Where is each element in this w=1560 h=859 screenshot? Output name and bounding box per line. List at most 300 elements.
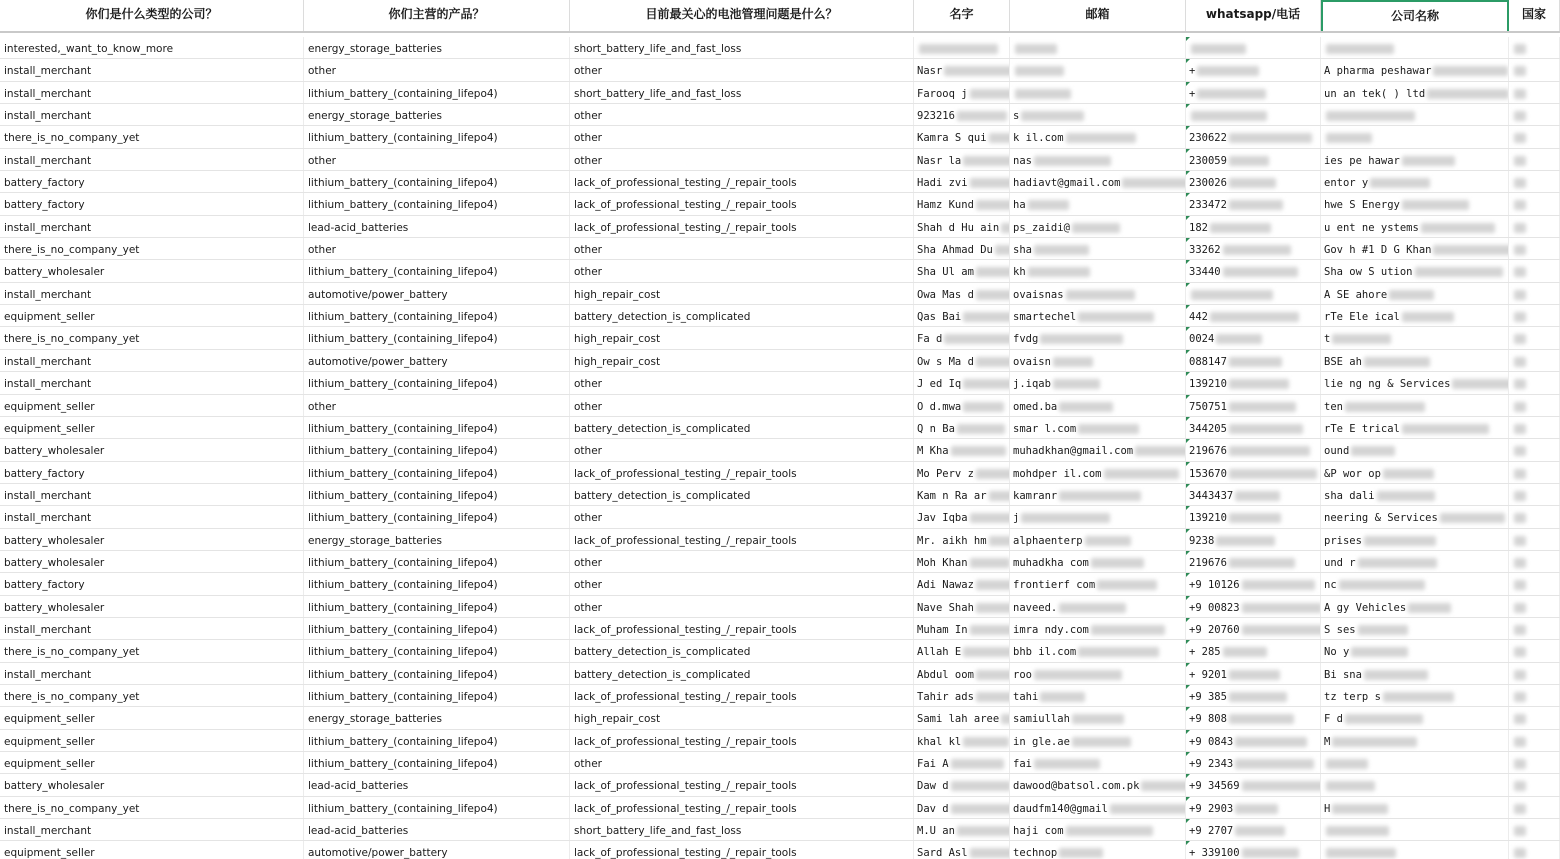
header-email[interactable]: 邮箱: [1010, 0, 1186, 31]
cell-company-name[interactable]: [1321, 82, 1509, 103]
cell-company-type[interactable]: [0, 797, 304, 818]
cell-company-name[interactable]: [1321, 774, 1509, 795]
cell-phone[interactable]: [1186, 439, 1321, 460]
cell-company-name[interactable]: [1321, 149, 1509, 170]
cell-battery-concern[interactable]: [570, 663, 914, 684]
cell-company-type[interactable]: [0, 506, 304, 527]
cell-email[interactable]: [1010, 596, 1186, 617]
cell-company-type[interactable]: [0, 417, 304, 438]
cell-battery-concern[interactable]: [570, 171, 914, 192]
cell-company-type[interactable]: [0, 82, 304, 103]
cell-company-name[interactable]: [1321, 573, 1509, 594]
cell-company-type[interactable]: [0, 260, 304, 281]
cell-country[interactable]: [1509, 551, 1560, 572]
cell-battery-concern[interactable]: [570, 752, 914, 773]
cell-phone[interactable]: [1186, 104, 1321, 125]
cell-phone[interactable]: [1186, 596, 1321, 617]
cell-phone[interactable]: [1186, 260, 1321, 281]
cell-name[interactable]: [914, 283, 1010, 304]
cell-phone[interactable]: [1186, 350, 1321, 371]
cell-company-type[interactable]: [0, 171, 304, 192]
cell-main-product[interactable]: [304, 59, 570, 80]
header-main-product[interactable]: 你们主营的产品？: [304, 0, 570, 31]
cell-battery-concern[interactable]: [570, 529, 914, 550]
cell-company-name[interactable]: [1321, 529, 1509, 550]
cell-main-product[interactable]: [304, 327, 570, 348]
cell-company-type[interactable]: [0, 37, 304, 58]
cell-company-name[interactable]: [1321, 193, 1509, 214]
cell-phone[interactable]: [1186, 640, 1321, 661]
cell-company-name[interactable]: [1321, 707, 1509, 728]
cell-country[interactable]: [1509, 238, 1560, 259]
cell-battery-concern[interactable]: [570, 327, 914, 348]
cell-email[interactable]: [1010, 551, 1186, 572]
cell-company-name[interactable]: [1321, 752, 1509, 773]
cell-email[interactable]: [1010, 350, 1186, 371]
cell-country[interactable]: [1509, 216, 1560, 237]
cell-main-product[interactable]: [304, 238, 570, 259]
cell-company-name[interactable]: [1321, 819, 1509, 840]
cell-email[interactable]: [1010, 193, 1186, 214]
cell-country[interactable]: [1509, 730, 1560, 751]
cell-phone[interactable]: [1186, 730, 1321, 751]
cell-main-product[interactable]: [304, 819, 570, 840]
cell-main-product[interactable]: [304, 417, 570, 438]
cell-main-product[interactable]: [304, 685, 570, 706]
cell-email[interactable]: [1010, 730, 1186, 751]
cell-country[interactable]: [1509, 149, 1560, 170]
cell-phone[interactable]: [1186, 752, 1321, 773]
cell-company-name[interactable]: [1321, 260, 1509, 281]
header-country[interactable]: 国家: [1509, 0, 1560, 31]
cell-main-product[interactable]: [304, 663, 570, 684]
cell-main-product[interactable]: [304, 484, 570, 505]
cell-main-product[interactable]: [304, 640, 570, 661]
cell-name[interactable]: [914, 573, 1010, 594]
cell-company-type[interactable]: [0, 707, 304, 728]
cell-name[interactable]: [914, 104, 1010, 125]
cell-battery-concern[interactable]: [570, 506, 914, 527]
cell-email[interactable]: [1010, 618, 1186, 639]
cell-email[interactable]: [1010, 640, 1186, 661]
cell-company-type[interactable]: [0, 462, 304, 483]
cell-company-type[interactable]: [0, 193, 304, 214]
cell-main-product[interactable]: [304, 104, 570, 125]
cell-name[interactable]: [914, 238, 1010, 259]
cell-phone[interactable]: [1186, 417, 1321, 438]
cell-company-name[interactable]: [1321, 841, 1509, 859]
cell-company-type[interactable]: [0, 305, 304, 326]
cell-company-type[interactable]: [0, 238, 304, 259]
cell-country[interactable]: [1509, 417, 1560, 438]
cell-name[interactable]: [914, 685, 1010, 706]
cell-main-product[interactable]: [304, 841, 570, 859]
cell-main-product[interactable]: [304, 730, 570, 751]
cell-battery-concern[interactable]: [570, 126, 914, 147]
cell-phone[interactable]: [1186, 37, 1321, 58]
cell-name[interactable]: [914, 551, 1010, 572]
cell-name[interactable]: [914, 752, 1010, 773]
cell-main-product[interactable]: [304, 618, 570, 639]
cell-country[interactable]: [1509, 819, 1560, 840]
cell-company-name[interactable]: [1321, 506, 1509, 527]
cell-main-product[interactable]: [304, 149, 570, 170]
cell-company-name[interactable]: [1321, 596, 1509, 617]
cell-country[interactable]: [1509, 37, 1560, 58]
cell-phone[interactable]: [1186, 149, 1321, 170]
cell-company-name[interactable]: [1321, 305, 1509, 326]
cell-email[interactable]: [1010, 529, 1186, 550]
cell-company-type[interactable]: [0, 551, 304, 572]
cell-company-type[interactable]: [0, 819, 304, 840]
cell-phone[interactable]: [1186, 551, 1321, 572]
cell-country[interactable]: [1509, 327, 1560, 348]
cell-company-name[interactable]: [1321, 484, 1509, 505]
cell-company-type[interactable]: [0, 395, 304, 416]
cell-main-product[interactable]: [304, 82, 570, 103]
cell-battery-concern[interactable]: [570, 283, 914, 304]
cell-company-name[interactable]: [1321, 640, 1509, 661]
cell-email[interactable]: [1010, 462, 1186, 483]
cell-main-product[interactable]: [304, 395, 570, 416]
cell-country[interactable]: [1509, 171, 1560, 192]
cell-email[interactable]: [1010, 372, 1186, 393]
cell-company-name[interactable]: [1321, 216, 1509, 237]
cell-email[interactable]: [1010, 327, 1186, 348]
cell-name[interactable]: [914, 797, 1010, 818]
cell-country[interactable]: [1509, 685, 1560, 706]
cell-battery-concern[interactable]: [570, 439, 914, 460]
cell-email[interactable]: [1010, 439, 1186, 460]
cell-email[interactable]: [1010, 573, 1186, 594]
cell-email[interactable]: [1010, 506, 1186, 527]
cell-main-product[interactable]: [304, 573, 570, 594]
cell-email[interactable]: [1010, 484, 1186, 505]
cell-company-name[interactable]: [1321, 797, 1509, 818]
cell-phone[interactable]: [1186, 774, 1321, 795]
cell-country[interactable]: [1509, 260, 1560, 281]
cell-email[interactable]: [1010, 395, 1186, 416]
cell-email[interactable]: [1010, 774, 1186, 795]
cell-company-type[interactable]: [0, 663, 304, 684]
cell-phone[interactable]: [1186, 171, 1321, 192]
cell-name[interactable]: [914, 596, 1010, 617]
cell-company-type[interactable]: [0, 685, 304, 706]
cell-email[interactable]: [1010, 238, 1186, 259]
cell-name[interactable]: [914, 484, 1010, 505]
cell-battery-concern[interactable]: [570, 462, 914, 483]
cell-country[interactable]: [1509, 529, 1560, 550]
cell-email[interactable]: [1010, 104, 1186, 125]
cell-company-type[interactable]: [0, 327, 304, 348]
cell-name[interactable]: [914, 618, 1010, 639]
cell-battery-concern[interactable]: [570, 819, 914, 840]
cell-company-type[interactable]: [0, 841, 304, 859]
cell-battery-concern[interactable]: [570, 774, 914, 795]
cell-phone[interactable]: [1186, 841, 1321, 859]
cell-phone[interactable]: [1186, 193, 1321, 214]
cell-name[interactable]: [914, 417, 1010, 438]
cell-country[interactable]: [1509, 752, 1560, 773]
cell-name[interactable]: [914, 774, 1010, 795]
cell-phone[interactable]: [1186, 82, 1321, 103]
cell-battery-concern[interactable]: [570, 149, 914, 170]
cell-battery-concern[interactable]: [570, 707, 914, 728]
cell-email[interactable]: [1010, 685, 1186, 706]
cell-company-type[interactable]: [0, 774, 304, 795]
cell-battery-concern[interactable]: [570, 260, 914, 281]
cell-company-type[interactable]: [0, 618, 304, 639]
cell-email[interactable]: [1010, 260, 1186, 281]
cell-battery-concern[interactable]: [570, 841, 914, 859]
cell-email[interactable]: [1010, 59, 1186, 80]
header-battery-concern[interactable]: 目前最关心的电池管理问题是什么？: [570, 0, 914, 31]
cell-email[interactable]: [1010, 283, 1186, 304]
cell-email[interactable]: [1010, 171, 1186, 192]
cell-company-type[interactable]: [0, 752, 304, 773]
cell-main-product[interactable]: [304, 193, 570, 214]
cell-country[interactable]: [1509, 640, 1560, 661]
cell-email[interactable]: [1010, 752, 1186, 773]
cell-name[interactable]: [914, 506, 1010, 527]
cell-company-type[interactable]: [0, 730, 304, 751]
cell-main-product[interactable]: [304, 283, 570, 304]
cell-main-product[interactable]: [304, 216, 570, 237]
cell-main-product[interactable]: [304, 462, 570, 483]
cell-email[interactable]: [1010, 216, 1186, 237]
header-whatsapp-phone[interactable]: whatsapp/电话: [1186, 0, 1321, 31]
cell-company-type[interactable]: [0, 350, 304, 371]
cell-battery-concern[interactable]: [570, 618, 914, 639]
cell-country[interactable]: [1509, 663, 1560, 684]
cell-main-product[interactable]: [304, 752, 570, 773]
cell-email[interactable]: [1010, 126, 1186, 147]
cell-country[interactable]: [1509, 193, 1560, 214]
header-company-type[interactable]: 你们是什么类型的公司？: [0, 0, 304, 31]
header-company-name[interactable]: 公司名称: [1321, 0, 1509, 31]
cell-phone[interactable]: [1186, 663, 1321, 684]
cell-company-name[interactable]: [1321, 350, 1509, 371]
cell-phone[interactable]: [1186, 573, 1321, 594]
cell-company-type[interactable]: [0, 283, 304, 304]
cell-country[interactable]: [1509, 573, 1560, 594]
cell-email[interactable]: [1010, 663, 1186, 684]
cell-name[interactable]: [914, 327, 1010, 348]
cell-country[interactable]: [1509, 283, 1560, 304]
cell-battery-concern[interactable]: [570, 484, 914, 505]
cell-country[interactable]: [1509, 707, 1560, 728]
cell-company-type[interactable]: [0, 529, 304, 550]
cell-country[interactable]: [1509, 462, 1560, 483]
cell-main-product[interactable]: [304, 529, 570, 550]
cell-company-type[interactable]: [0, 126, 304, 147]
cell-battery-concern[interactable]: [570, 238, 914, 259]
cell-company-name[interactable]: [1321, 372, 1509, 393]
cell-battery-concern[interactable]: [570, 216, 914, 237]
cell-name[interactable]: [914, 730, 1010, 751]
cell-email[interactable]: [1010, 305, 1186, 326]
cell-country[interactable]: [1509, 596, 1560, 617]
cell-country[interactable]: [1509, 59, 1560, 80]
cell-email[interactable]: [1010, 82, 1186, 103]
cell-main-product[interactable]: [304, 350, 570, 371]
cell-email[interactable]: [1010, 841, 1186, 859]
cell-email[interactable]: [1010, 149, 1186, 170]
cell-main-product[interactable]: [304, 596, 570, 617]
cell-phone[interactable]: [1186, 305, 1321, 326]
cell-company-type[interactable]: [0, 59, 304, 80]
cell-company-type[interactable]: [0, 573, 304, 594]
cell-main-product[interactable]: [304, 439, 570, 460]
cell-phone[interactable]: [1186, 395, 1321, 416]
cell-battery-concern[interactable]: [570, 82, 914, 103]
cell-name[interactable]: [914, 350, 1010, 371]
cell-name[interactable]: [914, 707, 1010, 728]
cell-country[interactable]: [1509, 104, 1560, 125]
header-name[interactable]: 名字: [914, 0, 1010, 31]
cell-company-name[interactable]: [1321, 462, 1509, 483]
cell-main-product[interactable]: [304, 305, 570, 326]
cell-main-product[interactable]: [304, 372, 570, 393]
cell-country[interactable]: [1509, 82, 1560, 103]
cell-company-name[interactable]: [1321, 618, 1509, 639]
cell-company-type[interactable]: [0, 596, 304, 617]
cell-phone[interactable]: [1186, 618, 1321, 639]
cell-company-name[interactable]: [1321, 59, 1509, 80]
cell-company-name[interactable]: [1321, 395, 1509, 416]
cell-name[interactable]: [914, 663, 1010, 684]
cell-battery-concern[interactable]: [570, 551, 914, 572]
cell-battery-concern[interactable]: [570, 372, 914, 393]
cell-country[interactable]: [1509, 484, 1560, 505]
cell-company-name[interactable]: [1321, 551, 1509, 572]
cell-name[interactable]: [914, 59, 1010, 80]
cell-company-type[interactable]: [0, 104, 304, 125]
cell-name[interactable]: [914, 149, 1010, 170]
cell-phone[interactable]: [1186, 126, 1321, 147]
cell-battery-concern[interactable]: [570, 104, 914, 125]
cell-phone[interactable]: [1186, 372, 1321, 393]
cell-email[interactable]: [1010, 417, 1186, 438]
cell-email[interactable]: [1010, 37, 1186, 58]
cell-name[interactable]: [914, 841, 1010, 859]
cell-name[interactable]: [914, 193, 1010, 214]
cell-country[interactable]: [1509, 395, 1560, 416]
cell-name[interactable]: [914, 171, 1010, 192]
cell-company-type[interactable]: [0, 484, 304, 505]
cell-country[interactable]: [1509, 797, 1560, 818]
cell-name[interactable]: [914, 82, 1010, 103]
cell-company-name[interactable]: [1321, 685, 1509, 706]
cell-name[interactable]: [914, 260, 1010, 281]
cell-phone[interactable]: [1186, 327, 1321, 348]
cell-company-name[interactable]: [1321, 238, 1509, 259]
cell-name[interactable]: [914, 819, 1010, 840]
cell-email[interactable]: [1010, 707, 1186, 728]
cell-main-product[interactable]: [304, 774, 570, 795]
cell-battery-concern[interactable]: [570, 395, 914, 416]
cell-name[interactable]: [914, 395, 1010, 416]
cell-company-name[interactable]: [1321, 37, 1509, 58]
cell-phone[interactable]: [1186, 238, 1321, 259]
cell-country[interactable]: [1509, 841, 1560, 859]
cell-phone[interactable]: [1186, 462, 1321, 483]
cell-main-product[interactable]: [304, 506, 570, 527]
cell-battery-concern[interactable]: [570, 305, 914, 326]
cell-country[interactable]: [1509, 350, 1560, 371]
cell-company-type[interactable]: [0, 439, 304, 460]
cell-name[interactable]: [914, 216, 1010, 237]
cell-battery-concern[interactable]: [570, 193, 914, 214]
cell-country[interactable]: [1509, 305, 1560, 326]
cell-company-name[interactable]: [1321, 171, 1509, 192]
cell-name[interactable]: [914, 640, 1010, 661]
cell-email[interactable]: [1010, 797, 1186, 818]
cell-phone[interactable]: [1186, 797, 1321, 818]
cell-country[interactable]: [1509, 618, 1560, 639]
cell-main-product[interactable]: [304, 551, 570, 572]
cell-battery-concern[interactable]: [570, 640, 914, 661]
cell-battery-concern[interactable]: [570, 797, 914, 818]
cell-company-name[interactable]: [1321, 126, 1509, 147]
cell-company-name[interactable]: [1321, 730, 1509, 751]
cell-company-type[interactable]: [0, 216, 304, 237]
cell-name[interactable]: [914, 37, 1010, 58]
cell-battery-concern[interactable]: [570, 350, 914, 371]
cell-phone[interactable]: [1186, 819, 1321, 840]
cell-company-type[interactable]: [0, 149, 304, 170]
cell-phone[interactable]: [1186, 529, 1321, 550]
cell-country[interactable]: [1509, 126, 1560, 147]
cell-main-product[interactable]: [304, 37, 570, 58]
cell-company-name[interactable]: [1321, 104, 1509, 125]
cell-name[interactable]: [914, 439, 1010, 460]
cell-battery-concern[interactable]: [570, 685, 914, 706]
cell-name[interactable]: [914, 126, 1010, 147]
cell-company-name[interactable]: [1321, 283, 1509, 304]
cell-company-type[interactable]: [0, 372, 304, 393]
cell-name[interactable]: [914, 529, 1010, 550]
cell-phone[interactable]: [1186, 506, 1321, 527]
cell-main-product[interactable]: [304, 171, 570, 192]
cell-phone[interactable]: [1186, 59, 1321, 80]
cell-battery-concern[interactable]: [570, 730, 914, 751]
cell-country[interactable]: [1509, 372, 1560, 393]
cell-company-name[interactable]: [1321, 327, 1509, 348]
cell-phone[interactable]: [1186, 484, 1321, 505]
cell-battery-concern[interactable]: [570, 417, 914, 438]
cell-phone[interactable]: [1186, 707, 1321, 728]
cell-company-name[interactable]: [1321, 663, 1509, 684]
cell-company-type[interactable]: [0, 640, 304, 661]
cell-email[interactable]: [1010, 819, 1186, 840]
cell-battery-concern[interactable]: [570, 596, 914, 617]
cell-name[interactable]: [914, 372, 1010, 393]
cell-battery-concern[interactable]: [570, 59, 914, 80]
cell-name[interactable]: [914, 462, 1010, 483]
cell-phone[interactable]: [1186, 216, 1321, 237]
cell-country[interactable]: [1509, 439, 1560, 460]
cell-country[interactable]: [1509, 774, 1560, 795]
cell-phone[interactable]: [1186, 685, 1321, 706]
cell-battery-concern[interactable]: [570, 573, 914, 594]
cell-country[interactable]: [1509, 506, 1560, 527]
cell-main-product[interactable]: [304, 707, 570, 728]
cell-name[interactable]: [914, 305, 1010, 326]
cell-phone[interactable]: [1186, 283, 1321, 304]
cell-main-product[interactable]: [304, 797, 570, 818]
cell-company-name[interactable]: [1321, 439, 1509, 460]
